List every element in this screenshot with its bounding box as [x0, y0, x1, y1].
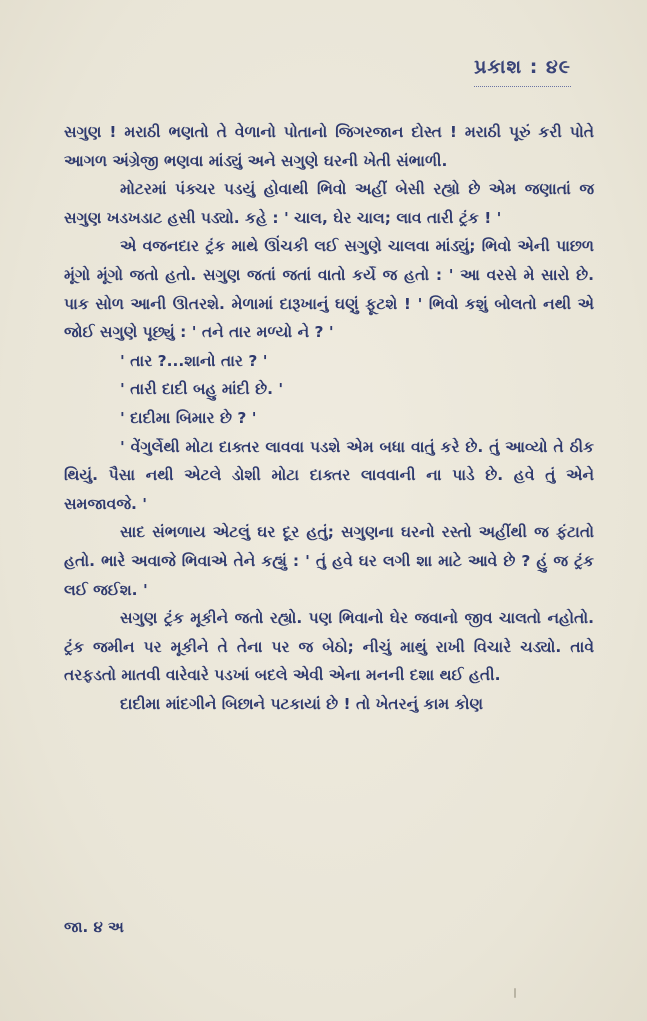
dialog-line: ' દાદીમા બિમાર છે ? '	[120, 408, 257, 427]
signature-mark: જા. ૪ અ	[64, 918, 124, 936]
paragraph: એ વજનદાર ટ્રંક માથે ઊંચકી લઈ સગુણે ચાલવા માંડ્યું; ભિવો એની પાછળ મૂંગો મૂંગો જતો હતો. સગુણ જતાં જતાં વાતો કર્યે જ હતો : ' આ વરસે મે સારો છે. પાક સોળ આની ઊતરશે. મેળામાં દારૂખાનું ઘણું ફૂટશે ! ' ભિવો કશું બોલતો નથી એ જોઈ સગુણે પૂછ્યું : ' તને તાર મળ્યો ને ? '	[64, 237, 594, 342]
dialog-line: ' તારી દાદી બહુ માંદી છે. '	[120, 380, 284, 399]
paragraph: ' વેંગુર્લેથી મોટા દાક્તર લાવવા પડશે એમ બધા વાતું કરે છે. તું આવ્યો તે ઠીક થિયું. પૈસા નથી એટલે ડોશી મોટા દાક્તર લાવવાની ના પાડે છે. હવે તું એને સમજાવજે. '	[64, 437, 594, 513]
running-head	[474, 56, 571, 87]
paragraph: સગુણ ટ્રંક મૂકીને જતો રહ્યો. પણ ભિવાનો ઘેર જવાનો જીવ ચાલતો નહોતો. ટ્રંક જમીન પર મૂકીને તે તેના પર જ બેઠો; નીચું માથું રાખી વિચારે ચડ્યો. તાવે તરફડતો માતવી વારેવારે પડખાં બદલે એવી એના મનની દશા થઈ હતી.	[64, 609, 594, 685]
paragraph: સગુણ ! મરાઠી ભણતો તે વેળાનો પોતાનો જિગરજાન દોસ્ત ! મરાઠી પૂરું કરી પોતે આગળ અંગ્રેજી ભણવા માંડ્યું અને સગુણે ઘરની ખેતી સંભાળી.	[64, 123, 594, 170]
paper-blemish	[514, 988, 516, 998]
paragraph: મોટરમાં પંક્ચર પડયું હોવાથી ભિવો અહીં બેસી રહ્યો છે એમ જણાતાં જ સગુણ ખડખડાટ હસી પડ્યો. કહે : ' ચાલ, ઘેર ચાલ; લાવ તારી ટ્રંક ! '	[64, 180, 594, 227]
running-head-text: પ્રકાશ : ૪૯	[474, 56, 571, 78]
dialog-line: ' તાર ?...શાનો તાર ? '	[120, 351, 268, 370]
paragraph: સાદ સંભળાય એટલું ઘર દૂર હતું; સગુણના ઘરનો રસ્તો અહીંથી જ ફંટાતો હતો. ભારે અવાજે ભિવાએ તેને કહ્યું : ' તું હવે ઘર લગી શા માટે આવે છે ? હું જ ટ્રંક લઈ જઈશ. '	[64, 523, 594, 599]
body-text	[64, 118, 594, 718]
running-head-underline	[474, 80, 571, 87]
paragraph: દાદીમા માંદગીને બિછાને પટકાયાં છે ! તો ખેતરનું કામ કોણ	[120, 694, 483, 713]
